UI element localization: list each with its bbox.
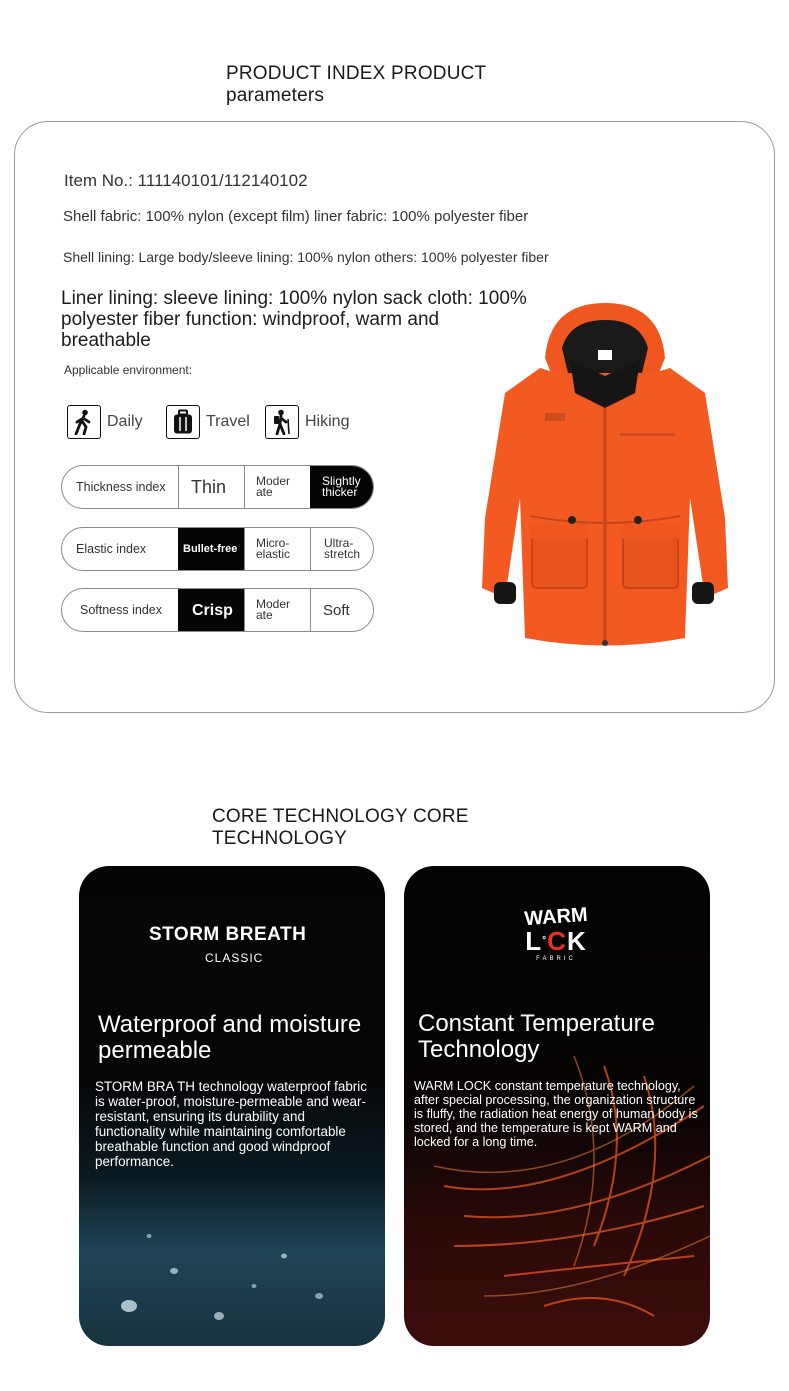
- thickness-index-label: Thickness index: [76, 480, 166, 494]
- card1-heading: Waterproof and moisture permeable: [98, 1011, 362, 1064]
- env-label-hiking: Hiking: [305, 413, 350, 430]
- softness-index-row: [61, 588, 374, 632]
- section-title-core-technology: CORE TECHNOLOGY CORE TECHNOLOGY: [212, 806, 469, 849]
- env-label-daily: Daily: [107, 413, 143, 430]
- softness-option-crisp: Crisp: [178, 589, 244, 631]
- softness-option-soft: Soft: [310, 589, 373, 631]
- walking-person-icon: [67, 405, 101, 439]
- section-title-product-index: PRODUCT INDEX PRODUCT parameters: [226, 63, 487, 106]
- storm-breath-logo: STORM BREATH: [149, 924, 307, 945]
- suitcase-icon: [166, 405, 200, 439]
- water-droplets-graphic: [79, 1196, 385, 1346]
- shell-lining-text: Shell lining: Large body/sleeve lining: 100% nylon others: 100% polyester fiber: [63, 249, 549, 265]
- thickness-option-slightly-thicker: Slightly thicker: [310, 466, 373, 508]
- environment-label: Applicable environment:: [64, 363, 193, 377]
- item-number: Item No.: 111140101/112140102: [64, 171, 308, 190]
- elastic-option-bullet-free: Bullet-free: [178, 528, 244, 570]
- warm-lock-logo: [523, 903, 589, 986]
- warm-lock-logo-sub: FABRIC: [536, 956, 576, 962]
- storm-breath-logo-sub: CLASSIC: [205, 951, 264, 965]
- warm-lock-card: [404, 866, 710, 1346]
- warm-lock-logo-l: L: [525, 926, 543, 956]
- thickness-option-thin: Thin: [178, 466, 244, 508]
- hiker-icon: [265, 405, 299, 439]
- card2-body: WARM LOCK constant temperature technology, after special processing, the organization structure is fluffy, the radiation heat energy of human body is stored, and the temperature is kept WARM and locked for a long time.: [414, 1079, 698, 1149]
- env-travel: [166, 405, 250, 439]
- liner-lining-text: Liner lining: sleeve lining: 100% nylon sack cloth: 100% polyester fiber function: windproof, warm and breathable: [61, 288, 527, 351]
- thickness-index-row: [61, 465, 374, 509]
- thickness-option-moderate: Moder ate: [244, 466, 310, 508]
- softness-option-moderate: Moder ate: [244, 589, 310, 631]
- env-hiking: [265, 405, 349, 439]
- shell-fabric-text: Shell fabric: 100% nylon (except film) liner fabric: 100% polyester fiber: [63, 208, 529, 225]
- softness-index-label: Softness index: [80, 603, 162, 617]
- card1-body: STORM BRA TH technology waterproof fabric is water-proof, moisture-permeable and wear-resistant, ensuring its durability and functionality while maintaining comfortable breathable function and good windproof performance.: [95, 1079, 367, 1169]
- warm-lock-logo-top: WARM: [523, 903, 589, 931]
- storm-breath-card: [79, 866, 385, 1346]
- env-daily: [67, 405, 143, 439]
- elastic-option-micro-elastic: Micro-elastic: [244, 528, 310, 570]
- warm-lock-logo-k: K: [566, 926, 587, 956]
- elastic-index-row: [61, 527, 374, 571]
- env-label-travel: Travel: [206, 413, 250, 430]
- warm-lock-logo-degree: °: [542, 935, 548, 946]
- elastic-index-label: Elastic index: [76, 542, 147, 556]
- card2-heading: Constant Temperature Technology: [418, 1010, 656, 1063]
- elastic-option-ultra-stretch: Ultra-stretch: [310, 528, 373, 570]
- jacket-product-image: [470, 298, 740, 658]
- warm-lock-logo-c: C: [547, 926, 567, 956]
